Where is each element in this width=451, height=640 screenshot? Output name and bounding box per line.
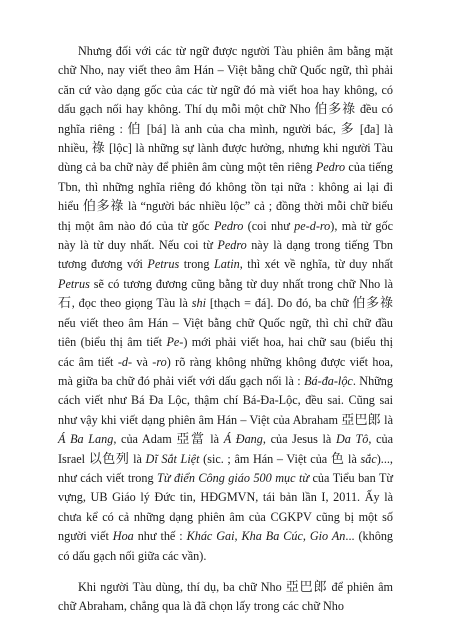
text-run: [thạch = đá]. Do đó, ba chữ [205, 296, 353, 311]
text-run: ) mới phải viết hoa, hai chữ sau (biểu thị các âm tiết [58, 335, 393, 369]
han-characters: 多 [340, 121, 356, 137]
text-run: . Những cách viết như Bá Đa Lộc, thậm chí Bá-Đa-Lộc, đều sai. Cũng sai như vậy khi viết dạng phiên âm Hán – Việt của Abraham [58, 373, 393, 427]
han-characters: 以色列 [88, 451, 130, 467]
text-run: của Tiểu ban Từ vựng, UB Giáo lý Đức tin, HĐGMVN, tái bản lần I, 2011. Ấy là chưa kể có cả những dạng phiên âm của CGKPV cũng bị một số người viết [58, 470, 393, 544]
italic-text: Petrus [58, 276, 90, 291]
text-run: [lộc] là những sự lành được hưởng, nhưng khi người Tàu dùng cả ba chữ này để phiên âm cùng một tên riêng [58, 141, 394, 175]
italic-text: Da Tô [335, 432, 369, 447]
text-run: là [380, 412, 393, 427]
text-run: của tiếng Tbn, thì những nghĩa riêng đó không tồn tại nữa : không ai lại đi hiểu [58, 160, 393, 214]
italic-text: Pedro [315, 160, 346, 175]
italic-text: Hoa [112, 529, 134, 544]
italic-text: Á Ba Lang [58, 432, 114, 447]
italic-text: Pedro [217, 238, 247, 253]
italic-text: sắc [360, 451, 377, 466]
han-characters: 祿 [91, 141, 106, 157]
italic-text: Pe- [166, 335, 184, 350]
italic-text: pe-d-ro [294, 218, 331, 233]
text-run: , của Adam [113, 432, 177, 447]
text-run: để phiên âm chữ Abraham, chẳng qua là đã chọn lấy trong các chữ Nho [58, 579, 393, 614]
italic-text: shi [191, 296, 206, 311]
text-run: là [205, 432, 224, 447]
italic-text: Bá-đa-lộc [304, 373, 353, 388]
text-run: , đọc theo giọng Tàu là [71, 296, 192, 311]
text-run: trong [179, 257, 214, 272]
text-run: (sic. ; âm Hán – Việt của [199, 451, 331, 466]
text-run: , của Jesus là [262, 432, 336, 447]
italic-text: -ro [152, 354, 167, 369]
italic-text: Á Đang [223, 432, 263, 447]
italic-text: -d- [117, 354, 133, 369]
text-run: nếu viết theo âm Hán – Việt bằng chữ Quốc ngữ, thì chỉ chữ đầu tiên (biểu thị âm tiết [58, 315, 393, 350]
italic-text: Pedro [213, 218, 244, 233]
italic-text: Từ điển Công giáo 500 mục từ [157, 470, 310, 485]
text-run: đều có nghĩa riêng : [58, 102, 393, 136]
text-run: , của Israel [58, 432, 393, 466]
text-run: Nhưng đối với các từ ngữ được người Tàu phiên âm bằng mặt chữ Nho, nay viết theo âm Hán – Việt bằng chữ Quốc ngữ, thì phải căn cứ vào dạng gốc của các từ ngữ đó mà viết hoa hay không, có dấu gạch nối hay không. Thí dụ mỗi một chữ Nho [58, 44, 393, 117]
text-run: (coi như [243, 218, 295, 233]
text-run: , thì xét về nghĩa, từ duy nhất [239, 257, 393, 272]
italic-text: Petrus [147, 257, 180, 272]
han-characters: 亞巴郎 [285, 579, 328, 595]
text-run: ... (không có dấu gạch nối giữa các vần). [58, 529, 394, 563]
paragraph-2 [58, 578, 393, 617]
text-run: là [129, 451, 146, 466]
text-run: này là dạng trong tiếng Tbn tương đương với [58, 238, 394, 272]
han-characters: 亞當 [176, 432, 206, 448]
text-run: [đa] là nhiều, [58, 121, 393, 156]
italic-text: Latin [214, 257, 240, 272]
text-run: sẽ có tương đương cũng bằng từ duy nhất trong chữ Nho là [89, 276, 393, 291]
han-characters: 亞巴郎 [341, 412, 381, 428]
han-characters: 石 [58, 296, 72, 312]
text-run: là [344, 451, 361, 466]
italic-text: Dĩ Sắt Liệt [145, 451, 200, 466]
han-characters: 伯 [127, 121, 143, 137]
text-run: Khi người Tàu dùng, thí dụ, ba chữ Nho [78, 579, 286, 594]
italic-text: Khác Gai, Kha Ba Cúc, Gio An [186, 529, 346, 544]
han-characters: 伯多祿 [352, 296, 393, 312]
text-run: )..., như cách viết trong [58, 451, 393, 485]
han-characters: 伯多祿 [82, 199, 125, 215]
han-characters: 色 [330, 451, 345, 467]
text-run: và [132, 354, 153, 369]
text-run: ), mà từ gốc này là từ duy nhất. Nếu coi từ [58, 218, 393, 253]
text-run: [bá] là anh của cha mình, người bác, [142, 121, 341, 136]
text-run: như thế : [133, 529, 187, 544]
text-run: ) rõ ràng không những không được viết hoa, mà giữa ba chữ đó phải viết với dấu gạch nối là : [58, 354, 393, 388]
han-characters: 伯多祿 [314, 102, 357, 118]
text-run: là “người bác nhiều lộc” cả ; đồng thời mỗi chữ biểu thị một âm nào đó của từ gốc [58, 199, 393, 233]
paragraph-1 [58, 42, 393, 566]
